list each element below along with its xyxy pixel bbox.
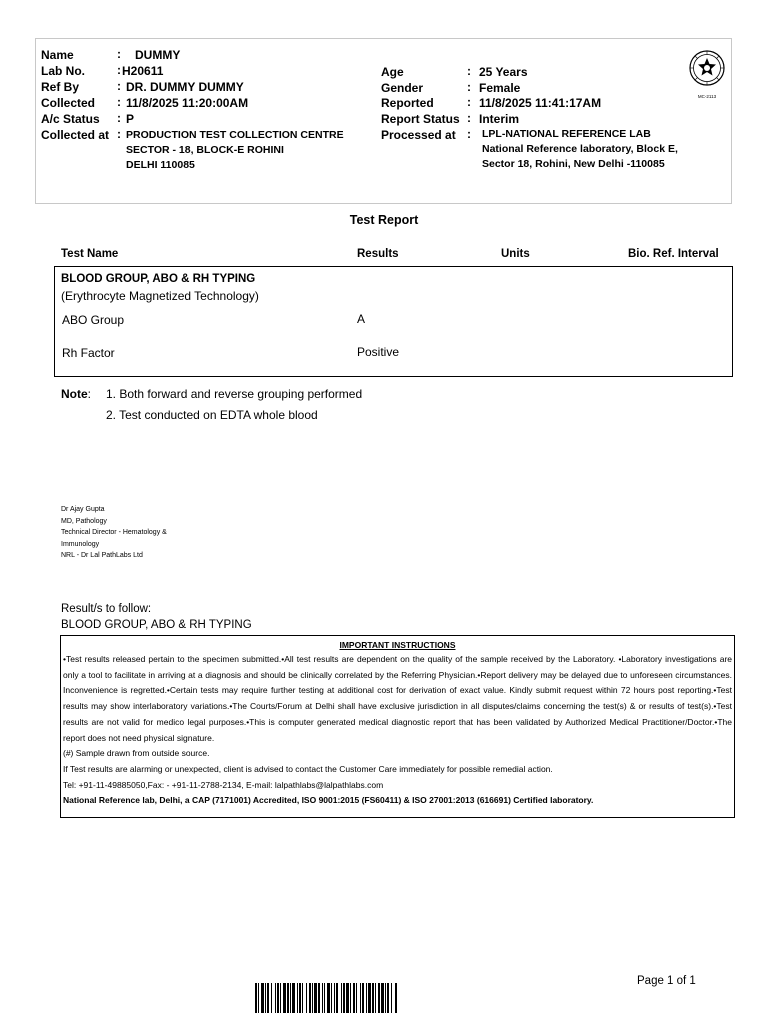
col-header-results: Results (357, 248, 399, 260)
instructions-line-3: If Test results are alarming or unexpected, client is advised to contact the Customer Care immediately for possible remedial action. (63, 763, 553, 774)
signatory-name: Dr Ajay Gupta (61, 506, 105, 513)
labno-value: H20611 (122, 64, 164, 78)
reportstatus-colon: : (467, 111, 471, 125)
report-title: Test Report (349, 213, 419, 227)
refby-label: Ref By (41, 80, 80, 94)
signatory-title: Technical Director - Hematology & (61, 529, 167, 536)
col-header-bio-ref: Bio. Ref. Interval (628, 248, 719, 260)
table-row-abo-result: A (357, 312, 366, 326)
age-value: 25 Years (479, 65, 528, 79)
note-item-2: 2. Test conducted on EDTA whole blood (106, 408, 318, 422)
col-header-units: Units (501, 248, 530, 260)
reported-label: Reported (381, 96, 434, 110)
reported-colon: : (467, 95, 471, 109)
collected-value: 11/8/2025 11:20:00AM (126, 96, 249, 110)
note-block: Note: (61, 387, 92, 401)
age-colon: : (467, 64, 471, 78)
seal-icon (688, 49, 726, 89)
table-row-rh-result: Positive (357, 345, 400, 359)
collected-colon: : (117, 95, 121, 109)
results-follow-label: Result/s to follow: (61, 603, 152, 615)
logo-code: MC-2113 (697, 94, 717, 99)
instructions-paragraph: •Test results released pertain to the specimen submitted.•All test results are dependent on the quality of the sample received by the Laboratory. •Laboratory investigations are only a tool to facilitate in arriving at a diagnosis and should be clinically correlated by the Referring Physician.•Report delivery may be delayed due to unforeseen circumstances. Inconvenience is regretted.•Certain tests may require further testing at additional cost for derivation of exact value. Kindly submit request within 72 hours post reporting.•Test results may show interlaboratory variations.•The Courts/Forum at Delhi shall have exclusive jurisdiction in all disputes/claims concerning the test(s) & or results of test(s).•Test results are not valid for medico legal purposes.•This is computer generated medical diagnostic report that has been validated by Authorized Medical Practitioner/Doctor.•The report does not need physical signature. (63, 654, 732, 743)
processedat-line-1: LPL-NATIONAL REFERENCE LAB (482, 128, 651, 140)
name-colon: : (117, 47, 121, 61)
collected-label: Collected (41, 96, 96, 110)
collectedat-line-1: PRODUCTION TEST COLLECTION CENTRE (126, 129, 344, 141)
barcode-icon (255, 983, 532, 1013)
acstatus-value: P (126, 112, 135, 126)
section-method: (Erythrocyte Magnetized Technology) (61, 289, 259, 303)
barcode (255, 983, 532, 1013)
signatory-degree: MD, Pathology (61, 517, 107, 525)
collectedat-label: Collected at (41, 128, 110, 142)
instructions-heading: IMPORTANT INSTRUCTIONS (339, 640, 456, 650)
name-label: Name (41, 48, 74, 62)
refby-value: DR. DUMMY DUMMY (126, 80, 244, 94)
processedat-label: Processed at (381, 128, 456, 142)
acstatus-label: A/c Status (41, 112, 100, 126)
reportstatus-label: Report Status (381, 112, 460, 126)
accreditation-logo (688, 49, 726, 97)
instructions-box (60, 635, 735, 818)
reportstatus-value: Interim (479, 112, 520, 126)
note-label: Note (61, 387, 88, 401)
collectedat-line-3: DELHI 110085 (126, 159, 195, 171)
labno-label: Lab No. (41, 64, 85, 78)
gender-value: Female (479, 81, 521, 95)
collectedat-colon: : (117, 127, 121, 141)
age-label: Age (381, 65, 404, 79)
labno-colon: : (117, 63, 121, 77)
processedat-line-3: Sector 18, Rohini, New Delhi -110085 (482, 158, 665, 170)
instructions-line-5: National Reference lab, Delhi, a CAP (7171001) Accredited, ISO 9001:2015 (FS60411) & ISO 27001:2013 (616691) Certified laboratory. (63, 795, 594, 806)
note-item-1: 1. Both forward and reverse grouping performed (106, 387, 363, 401)
name-value: DUMMY (135, 48, 181, 62)
signature-block (61, 504, 167, 562)
instructions-line-4: Tel: +91-11-49885050,Fax: - +91-11-2788-2134, E-mail: lalpathlabs@lalpathlabs.com (63, 779, 384, 790)
section-title: BLOOD GROUP, ABO & RH TYPING (61, 273, 256, 285)
processedat-line-2: National Reference laboratory, Block E, (482, 143, 678, 155)
signatory-title-cont: Immunology (61, 540, 100, 548)
results-follow-value: BLOOD GROUP, ABO & RH TYPING (61, 619, 252, 631)
gender-label: Gender (381, 81, 424, 95)
reported-value: 11/8/2025 11:41:17AM (479, 96, 602, 110)
refby-colon: : (117, 79, 121, 93)
instructions-line-2: (#) Sample drawn from outside source. (63, 748, 210, 759)
page-number: Page 1 of 1 (637, 975, 696, 987)
acstatus-colon: : (117, 111, 121, 125)
table-row-rh-test: Rh Factor (62, 346, 115, 360)
gender-colon: : (467, 80, 471, 94)
col-header-test-name: Test Name (61, 248, 119, 260)
collectedat-line-2: SECTOR - 18, BLOCK-E ROHINI (126, 144, 284, 156)
processedat-colon: : (467, 127, 471, 141)
signatory-org: NRL - Dr Lal PathLabs Ltd (61, 552, 143, 559)
table-row-abo-test: ABO Group (62, 313, 125, 327)
